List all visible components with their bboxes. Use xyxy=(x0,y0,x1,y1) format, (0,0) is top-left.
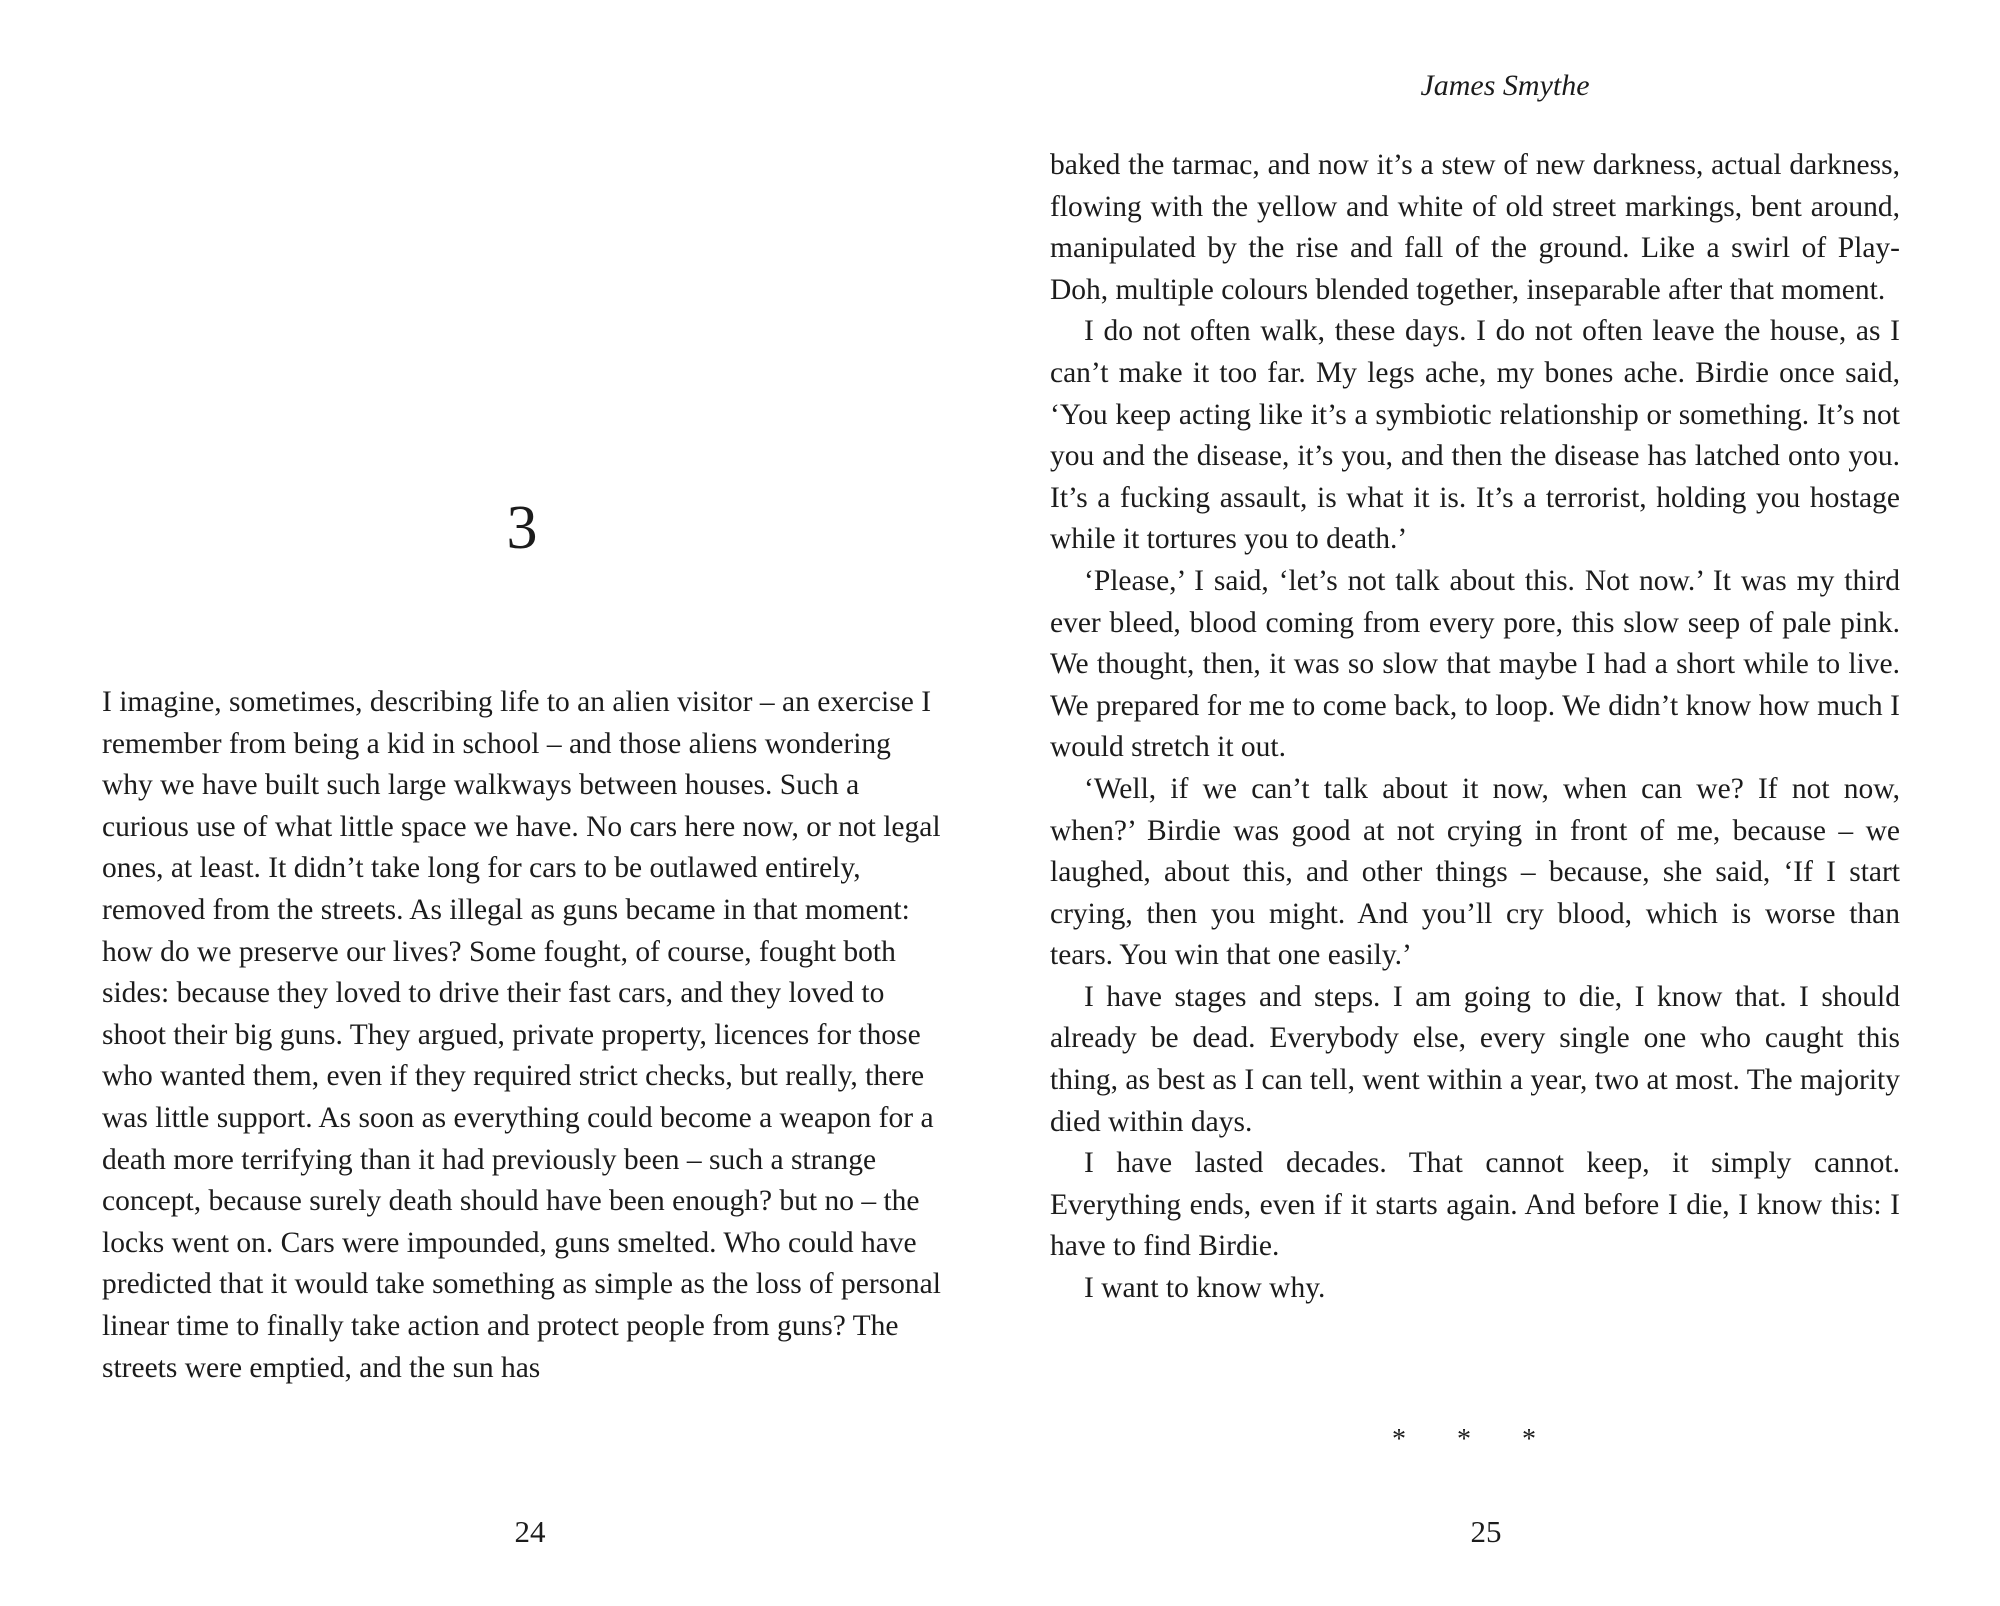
body-paragraph: I want to know why. xyxy=(1084,1272,1326,1305)
left-page-body xyxy=(102,682,946,1389)
chapter-number: 3 xyxy=(506,494,538,562)
body-paragraph: baked the tarmac, and now it’s a stew of new darkness, actual darkness, flowing with the yellow and white of old street markings, bent around, manipulated by the rise and fall of the ground. Like a swirl of Play-Doh, multiple colours blended together, inseparable after that moment. xyxy=(1050,149,1900,306)
running-header: James Smythe xyxy=(1420,69,1590,102)
body-paragraph: I imagine, sometimes, describing life to an alien visitor – an exercise I remember from being a kid in school – and those aliens wondering why we have built such large walkways between houses. Such a curious use of what little space we have. No cars here now, or not legal ones, at least. It didn’t take long for cars to be outlawed entirely, removed from the streets. As illegal as guns became in that moment: how do we preserve our lives? Some fought, of course, fought both sides: because they loved to drive their fast cars, and they loved to shoot their big guns. They argued, private property, licences for those who wanted them, even if they required strict checks, but really, there was little support. As soon as everything could become a weapon for a death more terrifying than it had previously been – such a strange concept, because surely death should have been enough? but no – the locks went on. Cars were impounded, guns smelted. Who could have predicted that it would take something as simple as the loss of personal linear time to finally take action and protect people from guns? The streets were emptied, and the sun has xyxy=(102,686,941,1384)
body-paragraph: I do not often walk, these days. I do not often leave the house, as I can’t make it too far. My legs ache, my bones ache. Birdie once said, ‘You keep acting like it’s a symbiotic relationship or something. It’s not you and the disease, it’s you, and then the disease has latched onto you. It’s a fucking assault, is what it is. It’s a terrorist, holding you hostage while it tortures you to death.’ xyxy=(1050,315,1900,556)
page-number-right: 25 xyxy=(1470,1514,1502,1549)
page-number-left: 24 xyxy=(514,1514,546,1549)
scene-break: * * * xyxy=(1392,1424,1558,1455)
right-page-body xyxy=(1050,145,1900,1310)
body-paragraph: I have stages and steps. I am going to die, I know that. I should already be dead. Everybody else, every single one who caught this thing, as best as I can tell, went within a year, two at most. The majority died within days. xyxy=(1050,980,1900,1138)
body-paragraph: ‘Please,’ I said, ‘let’s not talk about this. Not now.’ It was my third ever bleed, blood coming from every pore, this slow seep of pale pink. We thought, then, it was so slow that maybe I had a short while to live. We prepared for me to come back, to loop. We didn’t know how much I would stretch it out. xyxy=(1050,564,1900,764)
body-paragraph: I have lasted decades. That cannot keep, it simply cannot. Everything ends, even if it starts again. And before I die, I know this: I have to find Birdie. xyxy=(1050,1147,1900,1263)
body-paragraph: ‘Well, if we can’t talk about it now, when can we? If not now, when?’ Birdie was good at not crying in front of me, because – we laughed, about this, and other things – because, she said, ‘If I start crying, then you might. And you’ll cry blood, which is worse than tears. You win that one easily.’ xyxy=(1050,772,1900,972)
